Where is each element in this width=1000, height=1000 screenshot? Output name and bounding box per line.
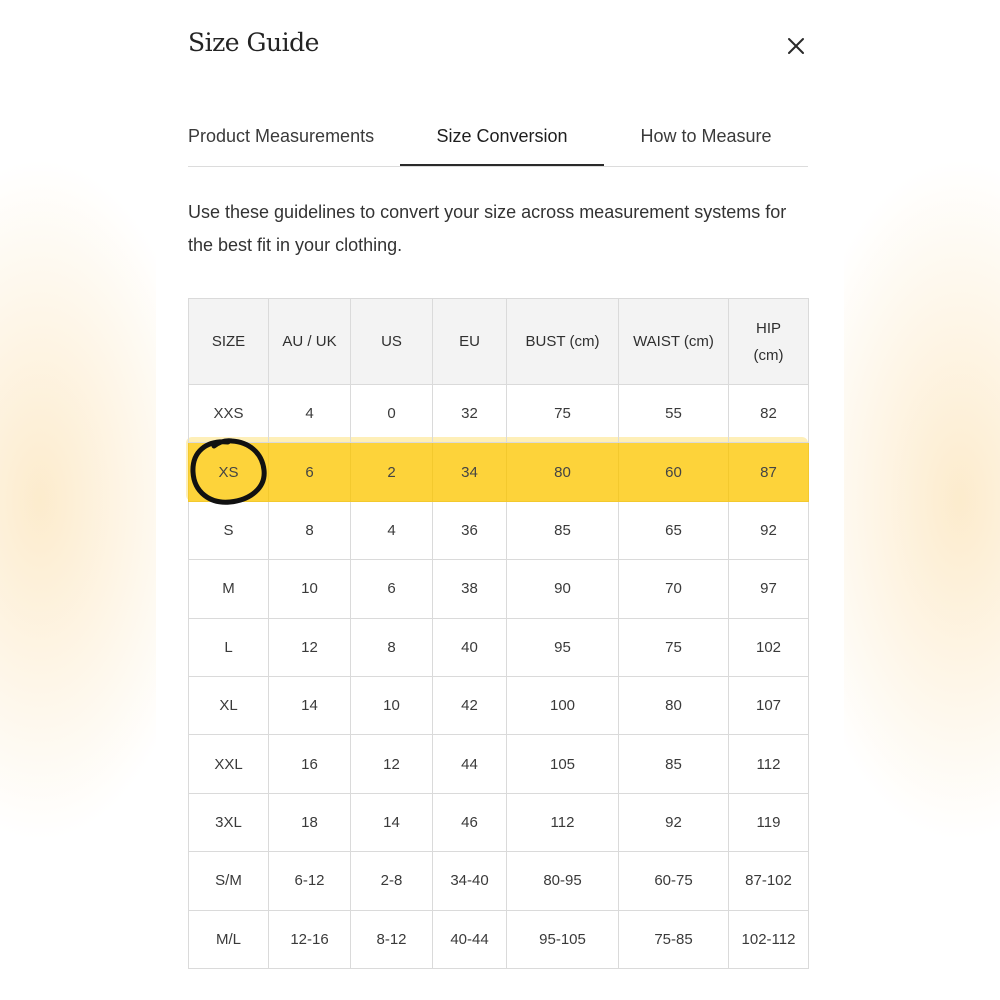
cell-au-uk: 12-16 — [269, 910, 351, 968]
table-row — [189, 501, 809, 559]
size-conversion-table-wrapper — [188, 298, 808, 969]
cell-eu: 36 — [433, 501, 507, 559]
cell-eu: 38 — [433, 560, 507, 618]
cell-us: 4 — [351, 501, 433, 559]
header-hip: HIP (cm) — [729, 299, 809, 385]
cell-eu: 42 — [433, 676, 507, 734]
table-row — [189, 910, 809, 968]
cell-waist: 92 — [619, 793, 729, 851]
cell-bust: 100 — [507, 676, 619, 734]
cell-size: XXL — [189, 735, 269, 793]
cell-us: 8 — [351, 618, 433, 676]
cell-hip: 102-112 — [729, 910, 809, 968]
cell-au-uk: 4 — [269, 385, 351, 443]
cell-size: 3XL — [189, 793, 269, 851]
cell-us: 12 — [351, 735, 433, 793]
cell-hip: 107 — [729, 676, 809, 734]
table-row — [189, 560, 809, 618]
cell-waist: 55 — [619, 385, 729, 443]
intro-text: Use these guidelines to convert your size across measurement systems for the best fit in your clothing. — [188, 202, 787, 255]
cell-hip: 92 — [729, 501, 809, 559]
cell-au-uk: 6 — [269, 443, 351, 501]
cell-waist: 75-85 — [619, 910, 729, 968]
size-conversion-table — [188, 298, 809, 969]
cell-waist: 70 — [619, 560, 729, 618]
cell-eu: 34 — [433, 443, 507, 501]
cell-eu: 40-44 — [433, 910, 507, 968]
cell-hip: 102 — [729, 618, 809, 676]
cell-us: 8-12 — [351, 910, 433, 968]
cell-au-uk: 16 — [269, 735, 351, 793]
cell-au-uk: 8 — [269, 501, 351, 559]
cell-bust: 85 — [507, 501, 619, 559]
tab-bar — [188, 108, 808, 167]
tab-product-measurements[interactable]: Product Measurements — [188, 126, 375, 146]
table-row — [189, 385, 809, 443]
cell-hip: 87 — [729, 443, 809, 501]
cell-bust: 90 — [507, 560, 619, 618]
header-au-uk: AU / UK — [269, 299, 351, 385]
table-header-row — [189, 299, 809, 385]
cell-hip: 87-102 — [729, 852, 809, 910]
table-row — [189, 735, 809, 793]
cell-au-uk: 12 — [269, 618, 351, 676]
cell-size: L — [189, 618, 269, 676]
cell-au-uk: 6-12 — [269, 852, 351, 910]
cell-eu: 32 — [433, 385, 507, 443]
header-waist: WAIST (cm) — [619, 299, 729, 385]
header-eu: EU — [433, 299, 507, 385]
cell-eu: 34-40 — [433, 852, 507, 910]
header-bust: BUST (cm) — [507, 299, 619, 385]
cell-bust: 95-105 — [507, 910, 619, 968]
header-size: SIZE — [189, 299, 269, 385]
table-row — [189, 793, 809, 851]
cell-us: 0 — [351, 385, 433, 443]
cell-hip: 97 — [729, 560, 809, 618]
cell-eu: 40 — [433, 618, 507, 676]
cell-hip: 82 — [729, 385, 809, 443]
cell-waist: 60-75 — [619, 852, 729, 910]
cell-us: 14 — [351, 793, 433, 851]
cell-size: XS — [189, 443, 269, 501]
table-row — [189, 618, 809, 676]
table-row-highlighted — [189, 443, 809, 501]
cell-waist: 60 — [619, 443, 729, 501]
cell-us: 6 — [351, 560, 433, 618]
cell-au-uk: 10 — [269, 560, 351, 618]
cell-us: 2-8 — [351, 852, 433, 910]
tab-how-to-measure[interactable]: How to Measure — [640, 126, 772, 146]
cell-bust: 80 — [507, 443, 619, 501]
cell-us: 10 — [351, 676, 433, 734]
cell-hip: 119 — [729, 793, 809, 851]
cell-us: 2 — [351, 443, 433, 501]
cell-hip: 112 — [729, 735, 809, 793]
close-icon — [782, 32, 810, 60]
close-button[interactable] — [782, 32, 810, 60]
cell-bust: 80-95 — [507, 852, 619, 910]
cell-size: S/M — [189, 852, 269, 910]
cell-waist: 65 — [619, 501, 729, 559]
cell-au-uk: 14 — [269, 676, 351, 734]
cell-bust: 95 — [507, 618, 619, 676]
cell-size: XXS — [189, 385, 269, 443]
table-row — [189, 852, 809, 910]
table-row — [189, 676, 809, 734]
cell-waist: 80 — [619, 676, 729, 734]
dialog-title: Size Guide — [188, 28, 319, 57]
cell-bust: 112 — [507, 793, 619, 851]
cell-size: XL — [189, 676, 269, 734]
cell-waist: 75 — [619, 618, 729, 676]
cell-waist: 85 — [619, 735, 729, 793]
cell-bust: 75 — [507, 385, 619, 443]
cell-size: M/L — [189, 910, 269, 968]
cell-au-uk: 18 — [269, 793, 351, 851]
cell-bust: 105 — [507, 735, 619, 793]
cell-eu: 46 — [433, 793, 507, 851]
tab-size-conversion[interactable]: Size Conversion — [400, 108, 604, 166]
header-us: US — [351, 299, 433, 385]
cell-size: M — [189, 560, 269, 618]
cell-size: S — [189, 501, 269, 559]
cell-eu: 44 — [433, 735, 507, 793]
